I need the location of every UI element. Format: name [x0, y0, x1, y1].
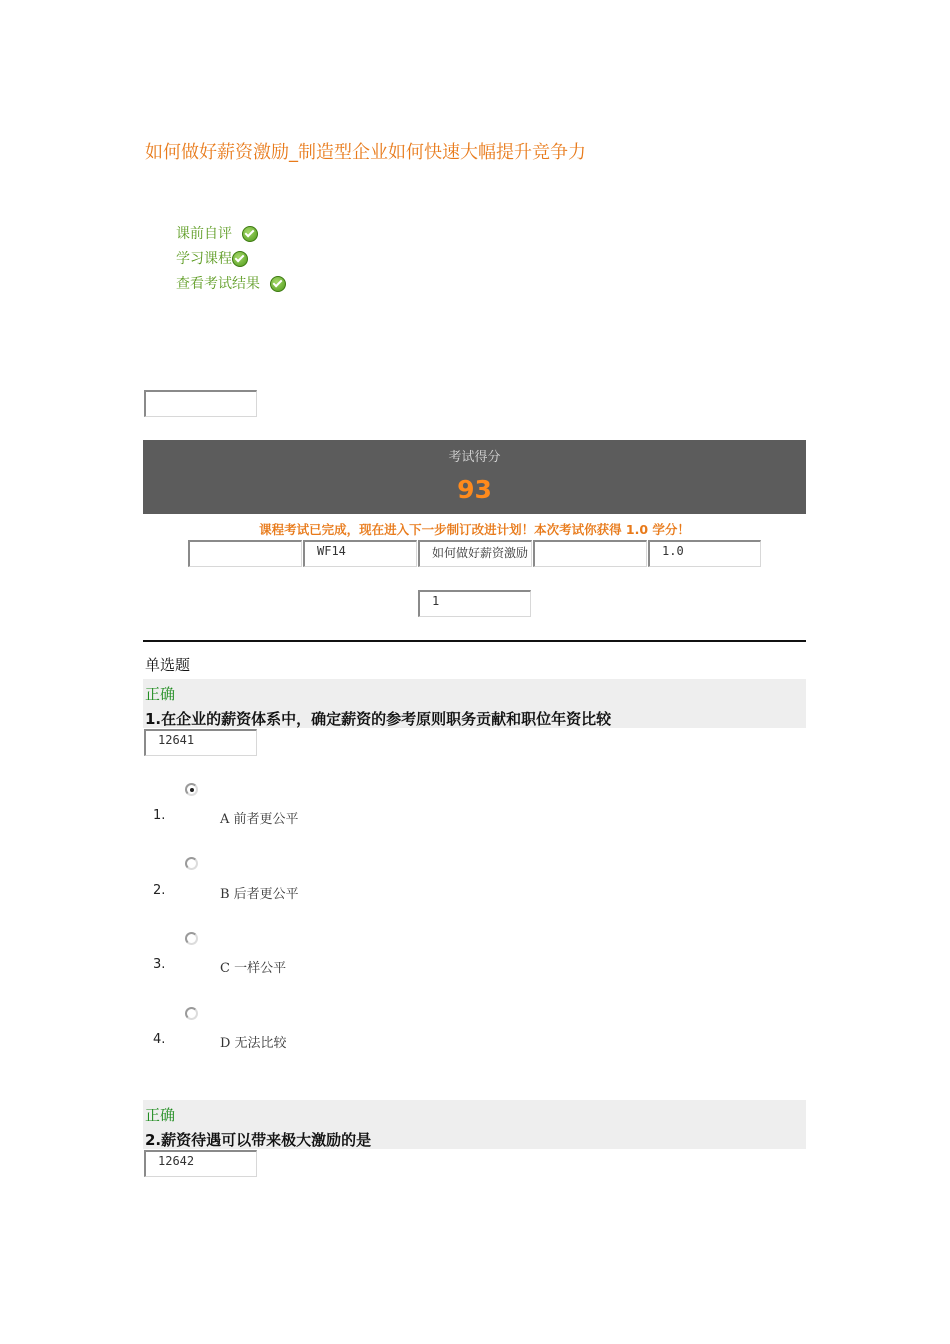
page-title: 如何做好薪资激励_制造型企业如何快速大幅提升竞争力 [145, 142, 586, 164]
question-header [143, 679, 806, 728]
option-text: A 前者更公平 [220, 812, 299, 827]
step-exam-results[interactable] [176, 271, 286, 296]
info-field-credit[interactable]: 1.0 [648, 540, 761, 567]
option-number: 3. [153, 957, 166, 972]
step-label: 课前自评 [176, 225, 232, 242]
info-field-course-code[interactable]: WF14 [303, 540, 417, 567]
question-header [143, 1100, 806, 1149]
section-title: 单选题 [145, 656, 191, 674]
step-self-assessment[interactable] [176, 221, 286, 246]
option-text: C 一样公平 [220, 961, 287, 976]
step-study-course[interactable] [176, 246, 286, 271]
step-label: 学习课程 [176, 250, 232, 267]
option-radio-d[interactable] [185, 1007, 198, 1020]
option-radio-b[interactable] [185, 857, 198, 870]
page-number-field[interactable]: 1 [418, 590, 531, 617]
check-icon [232, 251, 248, 267]
check-icon [242, 226, 258, 242]
score-value: 93 [457, 475, 492, 504]
option-number: 2. [153, 883, 166, 898]
option-number: 1. [153, 808, 166, 823]
info-field-4[interactable] [533, 540, 647, 567]
question-text: 1.在企业的薪资体系中，确定薪资的参考原则职务贡献和职位年资比较 [145, 710, 612, 728]
step-label: 查看考试结果 [176, 275, 260, 292]
info-field-1[interactable] [188, 540, 302, 567]
option-radio-a[interactable] [185, 783, 198, 796]
option-number: 4. [153, 1032, 166, 1047]
option-text: D 无法比较 [220, 1036, 287, 1051]
option-radio-c[interactable] [185, 932, 198, 945]
score-panel [143, 440, 806, 514]
progress-steps [176, 221, 286, 296]
option-text: B 后者更公平 [220, 887, 299, 902]
result-status: 正确 [145, 685, 176, 703]
question-id-field[interactable]: 12641 [144, 729, 257, 756]
info-field-course-name[interactable]: 如何做好薪资激励 [418, 540, 532, 567]
score-label: 考试得分 [448, 450, 501, 465]
completion-notice: 课程考试已完成，现在进入下一步制订改进计划！本次考试你获得 1.0 学分！ [259, 522, 690, 537]
question-text: 2.薪资待遇可以带来极大激励的是 [145, 1131, 372, 1149]
question-id-field[interactable]: 12642 [144, 1150, 257, 1177]
top-input[interactable] [144, 390, 257, 417]
divider [143, 640, 806, 642]
result-status: 正确 [145, 1106, 176, 1124]
check-icon [270, 276, 286, 292]
